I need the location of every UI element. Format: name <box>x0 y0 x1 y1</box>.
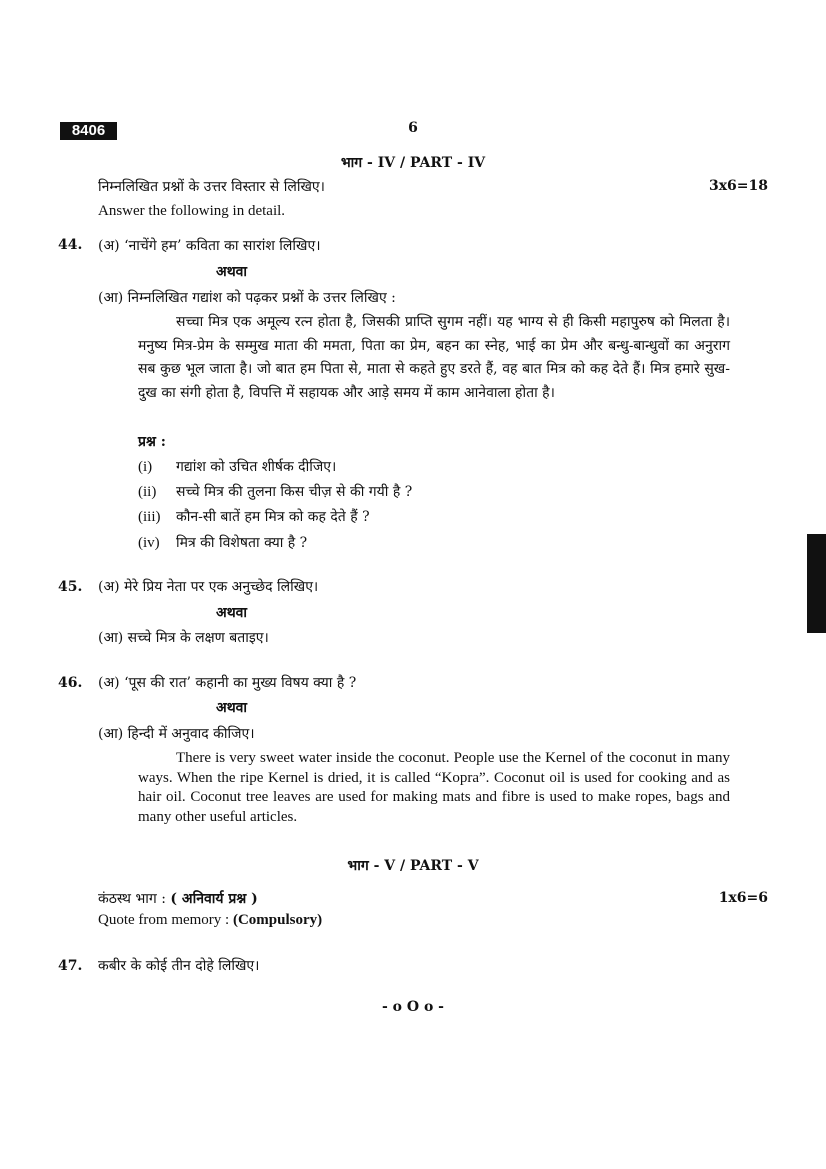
part-5-instruction-english-bold: (Compulsory) <box>232 912 323 928</box>
question-46-number: 46. <box>58 675 83 691</box>
sub-item-text: कौन-सी बातें हम मित्र को कह देते हैं ? <box>176 509 370 525</box>
question-44-number: 44. <box>58 237 83 253</box>
part-4-marks: 3x6=18 <box>708 178 768 194</box>
part-5-instruction-english-prefix: Quote from memory : <box>98 912 233 928</box>
page-edge-tab <box>807 534 826 633</box>
sub-item-number: (ii) <box>138 484 157 500</box>
part-5-instruction-english <box>98 912 322 929</box>
part-5-instruction-hindi-prefix: कंठस्थ भाग : <box>98 891 171 907</box>
question-45-or: अथवा <box>216 605 248 621</box>
part-5-instruction-hindi-bold: ( अनिवार्य प्रश्न ) <box>170 891 258 907</box>
part-4-instruction-english: Answer the following in detail. <box>98 203 286 219</box>
question-44-sub-item <box>138 482 412 501</box>
part-5-instruction-hindi <box>98 889 258 908</box>
paper-code-badge: 8406 <box>60 122 117 140</box>
sub-item-number: (i) <box>138 459 153 475</box>
question-45-number: 45. <box>58 579 83 595</box>
sub-item-text: मित्र की विशेषता क्या है ? <box>176 535 308 551</box>
part-5-title: भाग - V / PART - V <box>347 858 479 874</box>
question-46-or: अथवा <box>216 700 248 716</box>
question-46-option-b: (आ) हिन्दी में अनुवाद कीजिए। <box>98 726 255 742</box>
question-44-option-b: (आ) निम्नलिखित गद्यांश को पढ़कर प्रश्नों के उत्तर लिखिए : <box>98 290 396 306</box>
question-45-option-b: (आ) सच्चे मित्र के लक्षण बताइए। <box>98 630 269 646</box>
question-44-sub-item <box>138 457 336 476</box>
question-45-option-a: (अ) मेरे प्रिय नेता पर एक अनुच्छेद लिखिए। <box>98 579 319 595</box>
question-46-option-a: (अ) ‘पूस की रात’ कहानी का मुख्य विषय क्या है ? <box>98 675 357 691</box>
question-46-translation-passage: There is very sweet water inside the coconut. People use the Kernel of the coconut in many ways. When the ripe Kernel is dried, it is called “Kopra”. Coconut oil is used for cooking and as hair oil. Coconut tree leaves are used for making mats and fibre is used to make ropes, bags and many other useful articles. <box>138 750 730 825</box>
question-44-passage: सच्चा मित्र एक अमूल्य रत्न होता है, जिसकी प्राप्ति सुगम नहीं। यह भाग्य से ही किसी महापुरुष को मिलता है। मनुष्य मित्र-प्रेम के सम्मुख माता की ममता, पिता का प्रेम, बहन का स्नेह, भाई का प्रेम और बन्धु-बान्धुवों का अनुराग सब कुछ भूल जाता है। जो बात हम पिता से, माता से कहते हुए डरते हैं, वह बात मित्र को कह देते हैं। मित्र हमारे सुख-दुख का संगी होता है, विपत्ति में सहायक और आड़े समय में काम आनेवाला होता है। <box>138 314 730 401</box>
question-44-or: अथवा <box>216 264 248 280</box>
question-44-sub-item <box>138 507 370 526</box>
question-44-questions-label: प्रश्न : <box>138 434 166 450</box>
part-4-instruction-hindi: निम्नलिखित प्रश्नों के उत्तर विस्तार से लिखिए। <box>98 179 325 195</box>
question-44-sub-item <box>138 533 307 552</box>
sub-item-text: सच्चे मित्र की तुलना किस चीज़ से की गयी है ? <box>176 484 413 500</box>
question-47-text: कबीर के कोई तीन दोहे लिखिए। <box>98 958 260 974</box>
question-44-option-a: (अ) ‘नाचेंगे हम’ कविता का सारांश लिखिए। <box>98 238 321 254</box>
sub-item-number: (iv) <box>138 535 160 551</box>
sub-item-text: गद्यांश को उचित शीर्षक दीजिए। <box>176 459 337 475</box>
page-number: 6 <box>408 120 418 136</box>
sub-item-number: (iii) <box>138 509 161 525</box>
end-of-paper-mark: - o O o - <box>382 999 444 1015</box>
part-5-marks: 1x6=6 <box>718 890 768 906</box>
question-47-number: 47. <box>58 958 83 974</box>
part-4-title: भाग - IV / PART - IV <box>340 155 486 171</box>
